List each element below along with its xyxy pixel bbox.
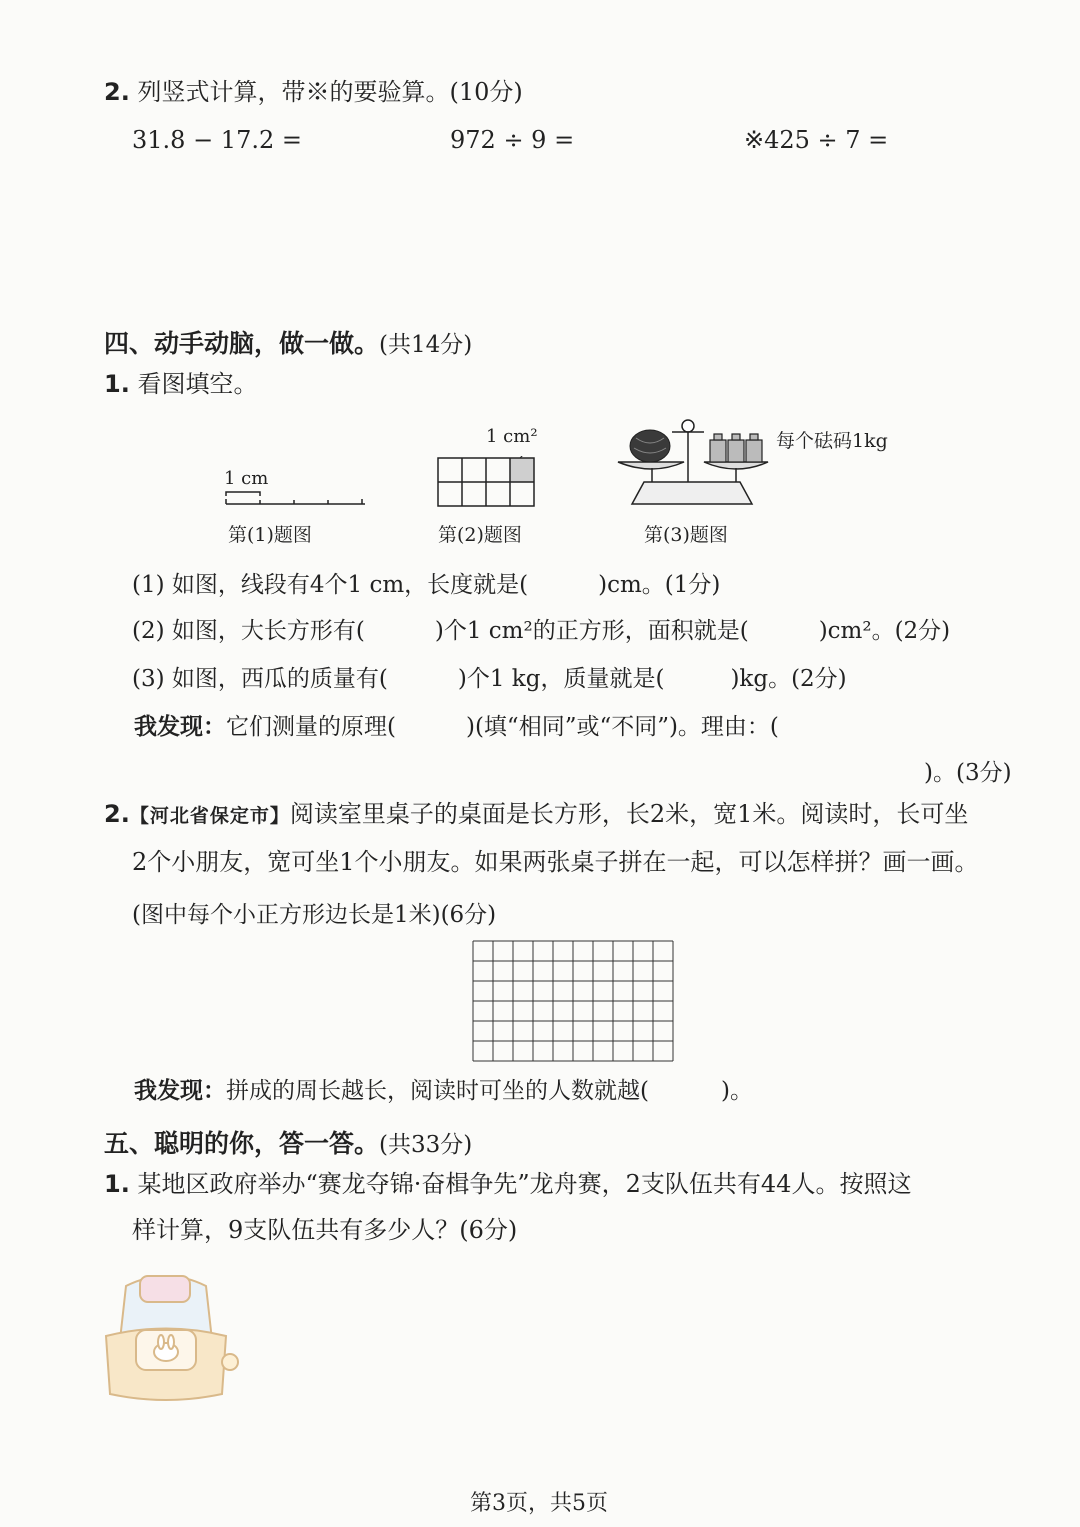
text-part: 它们测量的原理( <box>226 714 396 740</box>
section-4-title <box>104 324 472 360</box>
section-points: (共33分) <box>379 1132 473 1158</box>
sub-question-3 <box>132 660 847 693</box>
page-footer: 第3页，共5页 <box>470 1491 608 1516</box>
question-4-1 <box>104 372 257 396</box>
discover-1-end: )。(3分) <box>924 760 1012 786</box>
fig3-caption: 第(3)题图 <box>644 524 728 546</box>
question-number: 1. <box>104 1170 130 1198</box>
text-part: (1) 如图，线段有4个1 cm，长度就是( <box>132 572 529 598</box>
text-part: 拼成的周长越长，阅读时可坐的人数就越( <box>226 1078 649 1104</box>
problem-3: ※425 ÷ 7 = <box>744 126 889 154</box>
discover-label: 我发现： <box>134 713 226 740</box>
question-number: 2. <box>104 78 130 106</box>
text-part: )cm²。(2分) <box>818 618 951 644</box>
problem-2: 972 ÷ 9 = <box>450 126 575 154</box>
discover-label: 我发现： <box>134 1077 226 1104</box>
question-5-1-line2: 样计算，9支队伍共有多少人？(6分) <box>132 1216 518 1244</box>
question-text: 阅读室里桌子的桌面是长方形，长2米，宽1米。阅读时，长可坐 <box>289 800 969 828</box>
question-4-2-line2: 2个小朋友，宽可坐1个小朋友。如果两张桌子拼在一起，可以怎样拼？画一画。 <box>132 848 979 876</box>
text-part: )。 <box>720 1078 753 1104</box>
problem-1: 31.8 − 17.2 = <box>132 126 302 154</box>
discover-2 <box>134 1072 753 1105</box>
backpack-illustration <box>96 1266 246 1408</box>
text-part: )kg。(2分) <box>730 666 847 692</box>
fig3-label: 每个砝码1kg <box>776 430 888 452</box>
fig1-segment <box>220 490 370 510</box>
question-text: 列竖式计算，带※的要验算。(10分) <box>137 78 523 106</box>
watermelon-icon <box>630 430 670 462</box>
weight-icon <box>710 434 762 462</box>
text-part: )个1 kg，质量就是( <box>457 666 665 692</box>
drawing-grid[interactable] <box>472 940 674 1062</box>
question-4-2-line3: (图中每个小正方形边长是1米)(6分) <box>132 902 497 928</box>
section-title-text: 四、动手动脑，做一做。 <box>104 329 380 358</box>
text-part: (2) 如图，大长方形有( <box>132 618 365 644</box>
section-points: (共14分) <box>379 332 473 358</box>
discover-1 <box>134 708 779 741</box>
question-5-1 <box>104 1172 911 1196</box>
question-text: 看图填空。 <box>137 370 258 398</box>
text-part: )个1 cm²的正方形，面积就是( <box>434 618 749 644</box>
text-part: )cm。(1分) <box>598 572 721 598</box>
section-5-title <box>104 1124 472 1160</box>
fig2-label: 1 cm² <box>486 426 538 447</box>
fig1-label: 1 cm <box>224 468 269 489</box>
source-tag: 【河北省保定市】 <box>129 805 290 827</box>
fig2-caption: 第(2)题图 <box>438 524 522 546</box>
text-part: (3) 如图，西瓜的质量有( <box>132 666 388 692</box>
question-4-2 <box>104 802 968 826</box>
fig1-caption: 第(1)题图 <box>228 524 312 546</box>
fig2-rectangle <box>436 456 536 508</box>
sub-question-2 <box>132 612 950 645</box>
question-number: 1. <box>104 370 130 398</box>
question-text: 某地区政府举办“赛龙夺锦·奋楫争先”龙舟赛，2支队伍共有44人。按照这 <box>137 1170 912 1198</box>
text-part: )(填“相同”或“不同”)。理由：( <box>465 714 779 740</box>
section-title-text: 五、聪明的你，答一答。 <box>104 1129 380 1158</box>
question-number: 2. <box>104 800 130 828</box>
sub-question-1 <box>132 566 720 599</box>
question-3-2 <box>104 80 523 104</box>
fig3-balance-scale <box>612 416 772 508</box>
